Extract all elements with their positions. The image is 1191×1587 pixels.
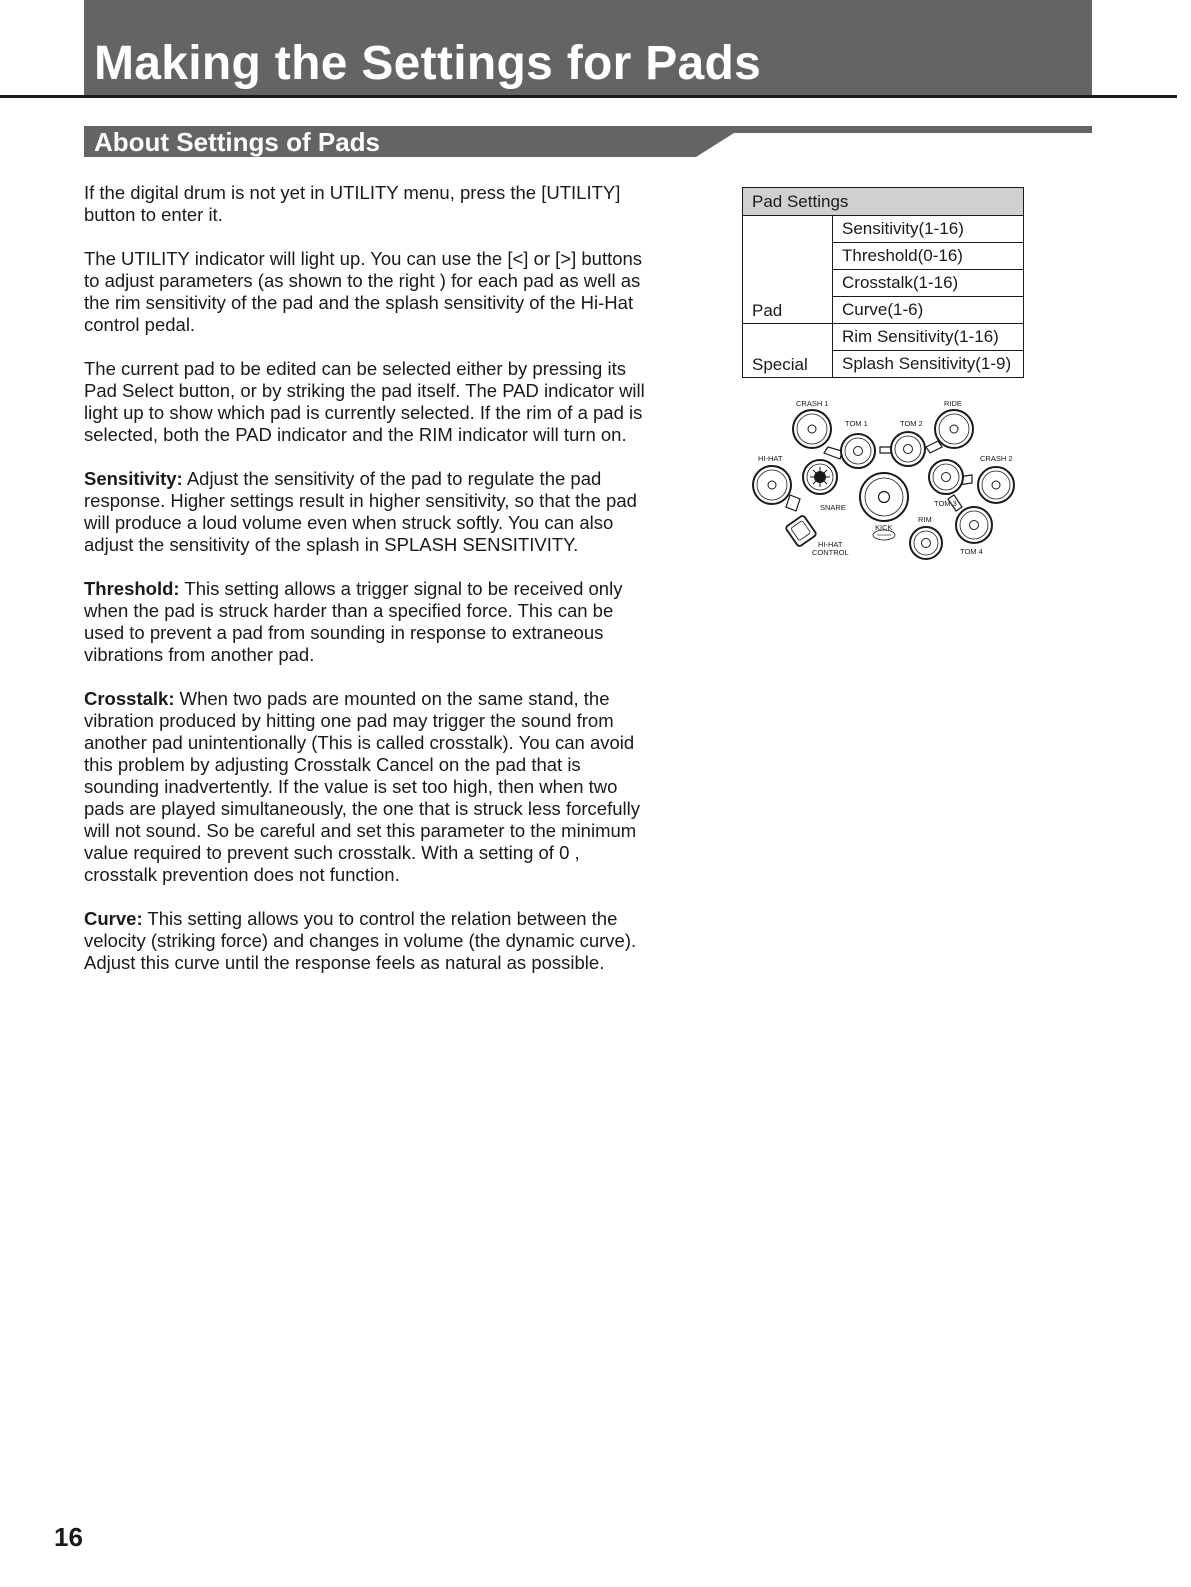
paragraph-threshold: [84, 578, 654, 666]
label-hihat-control-1: HI-HAT: [818, 540, 843, 549]
label-ride: RIDE: [944, 399, 962, 408]
table-cell: Threshold(0-16): [833, 243, 1024, 270]
label-rim: RIM: [918, 515, 932, 524]
page-title: Making the Settings for Pads: [94, 37, 762, 90]
label-crash1: CRASH 1: [796, 399, 829, 408]
tom4-pad-icon: [956, 507, 992, 543]
label-tom4: TOM 4: [960, 547, 983, 556]
paragraph-crosstalk: [84, 688, 654, 886]
table-cell: Rim Sensitivity(1-16): [833, 324, 1024, 351]
drum-kit-illustration: [750, 395, 1022, 567]
label-kick: KICK: [875, 523, 893, 532]
arm-crash1-tom1: [824, 447, 842, 459]
group-special-label: Special: [743, 324, 833, 378]
table-cell: Crosstalk(1-16): [833, 270, 1024, 297]
paragraph-intro-1: If the digital drum is not yet in UTILITY menu, press the [UTILITY] button to enter it.: [84, 182, 621, 225]
table-header: Pad Settings: [743, 188, 1024, 216]
kick-pad-icon: [860, 473, 908, 521]
title-bar: [84, 0, 1092, 95]
table-cell: Splash Sensitivity(1-9): [833, 351, 1024, 378]
text-curve: This setting allows you to control the relation between the velocity (striking force) and changes in volume (the dynamic curve). Adjust this curve until the response feels as natural as possible.: [84, 908, 637, 973]
tom1-pad-icon: [841, 434, 875, 468]
term-threshold: Threshold:: [84, 578, 180, 599]
table-cell: Curve(1-6): [833, 297, 1024, 324]
snare-pad-icon: [803, 460, 837, 494]
label-crash2: CRASH 2: [980, 454, 1013, 463]
text-crosstalk: When two pads are mounted on the same stand, the vibration produced by hitting one pad may trigger the sound from another pad unintentionally (This is called crosstalk). You can avoid this problem by adjusting Crosstalk Cancel on the pad that is sounding inadvertently. If the value is set too high, then when two pads are played simultaneously, the one that is struck less forcefully will not sound. So be careful and set this parameter to the minimum value required to prevent such crosstalk. With a setting of 0 , crosstalk prevention does not function.: [84, 688, 640, 885]
text-threshold: This setting allows a trigger signal to be received only when the pad is struck harder than a specified force. This can be used to prevent a pad from sounding in response to extraneous vibrations from another pad.: [84, 578, 623, 665]
tom3-pad-icon: [929, 460, 963, 494]
paragraph-curve: [84, 908, 654, 974]
hihat-control-pedal-icon: [785, 515, 817, 547]
label-snare: SNARE: [820, 503, 846, 512]
section-title: About Settings of Pads: [94, 127, 380, 157]
paragraph-intro-2: The UTILITY indicator will light up. You can use the [<] or [>] buttons to adjust parameters (as shown to the right ) for each pad as well as the rim sensitivity of the pad and the splash sensitivity of the Hi-Hat control pedal.: [84, 248, 643, 335]
paragraph-intro-3: The current pad to be edited can be selected either by pressing its Pad Select button, or by striking the pad itself. The PAD indicator will light up to show which pad is currently selected. If the rim of a pad is selected, both the PAD indicator and the RIM indicator will turn on.: [84, 358, 645, 445]
ride-pad-icon: [935, 410, 973, 448]
crash2-pad-icon: [978, 467, 1014, 503]
arm-hihat-control: [786, 495, 800, 511]
label-hihat-control-2: CONTROL: [812, 548, 849, 557]
title-rule: [0, 95, 1177, 98]
term-curve: Curve:: [84, 908, 143, 929]
term-crosstalk: Crosstalk:: [84, 688, 175, 709]
hihat-pad-icon: [753, 466, 791, 504]
table-row: [743, 324, 1024, 351]
drum-kit-diagram: [750, 395, 1022, 567]
tom2-pad-icon: [891, 432, 925, 466]
label-hihat: HI-HAT: [758, 454, 783, 463]
section-header: [84, 126, 1094, 158]
table-row: [743, 216, 1024, 243]
label-tom3: TOM 3: [934, 499, 957, 508]
paragraph-sensitivity: [84, 468, 654, 556]
label-tom2: TOM 2: [900, 419, 923, 428]
body-text: [84, 182, 654, 996]
table-header-row: [743, 188, 1024, 216]
group-pad-label: Pad: [743, 216, 833, 324]
table-cell: Sensitivity(1-16): [833, 216, 1024, 243]
term-sensitivity: Sensitivity:: [84, 468, 183, 489]
page-number: 16: [54, 1522, 83, 1552]
pad-settings-table: [742, 187, 1024, 378]
rim-pad-icon: [910, 527, 942, 559]
crash1-pad-icon: [793, 410, 831, 448]
text-sensitivity: Adjust the sensitivity of the pad to regulate the pad response. Higher settings result in higher sensitivity, so that the pad will produce a loud volume even when struck softly. You can also adjust the sensitivity of the splash in SPLASH SENSITIVITY.: [84, 468, 637, 555]
label-tom1: TOM 1: [845, 419, 868, 428]
